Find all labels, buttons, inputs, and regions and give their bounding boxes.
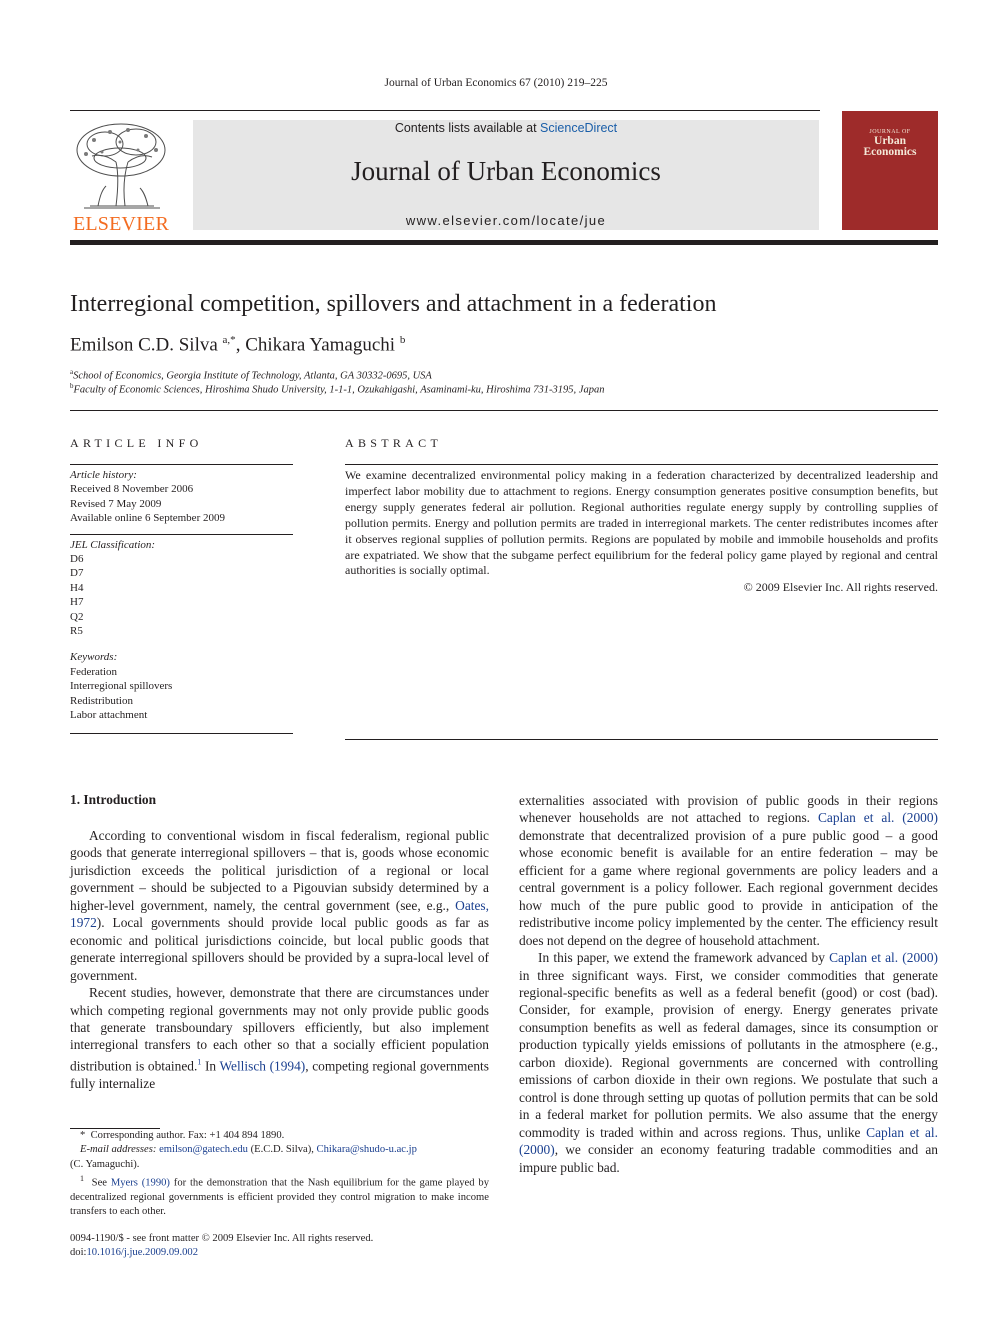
email-link[interactable]: emilson@gatech.edu (159, 1144, 248, 1156)
body-column-right (519, 792, 938, 1176)
jel-code: H4 (70, 581, 84, 594)
author-separator: , (235, 334, 246, 356)
doi-label: doi: (70, 1247, 87, 1259)
citation-link[interactable]: Caplan et al. (2000) (829, 950, 938, 966)
history-online: Available online 6 September 2009 (70, 512, 225, 525)
abstract-text: We examine decentralized environmental policy making in a federation characterized by decentralized leadership and imperfect labor mobility due to attachment to regions. Energy consumption generates positive consumption benefits, but energy supply generates federal air pollution. Regional authorities regulate energy supply by controlling supplies of pollution permits. Energy and pollution permits are traded in interregional markets. The center redistributes incomes after it observes regional supplies of pollution permits. Regions are populated by mobile and immobile households and profits are expatriated. We show that the subgame perfect equilibrium for the federal policy game played by regional and central authorities is socially optimal. (345, 468, 938, 578)
citation-link[interactable]: Caplan et al. (2000) (817, 810, 938, 826)
author-2[interactable]: Chikara Yamaguchi (245, 334, 396, 356)
abstract-bottom-rule (345, 739, 938, 740)
history-revised: Revised 7 May 2009 (70, 497, 162, 510)
abstract-copyright: © 2009 Elsevier Inc. All rights reserved. (743, 580, 938, 595)
keyword: Federation (70, 665, 118, 678)
email-label: E-mail addresses: (80, 1144, 157, 1156)
contents-prefix: Contents lists available at (394, 121, 541, 135)
abstract-heading: ABSTRACT (345, 436, 443, 450)
citation-link[interactable]: Myers (1990) (110, 1177, 170, 1189)
running-head: Journal of Urban Economics 67 (2010) 219–225 (384, 77, 608, 89)
article-info-column (70, 464, 293, 734)
journal-name: Journal of Urban Economics (351, 156, 661, 186)
footnote-mark: 1 (80, 1173, 84, 1183)
jel-code: D6 (70, 553, 84, 566)
journal-url[interactable]: www.elsevier.com/locate/jue (405, 213, 607, 228)
email-note (70, 1143, 489, 1172)
footnote-mark: * (80, 1130, 86, 1141)
email-owner: (E.C.D. Silva), (247, 1144, 317, 1156)
paragraph-text: externalities associated with provision of public goods in their regions whenever households are not attached to regions. (519, 793, 938, 826)
jel-code: H7 (70, 596, 84, 609)
article-history (70, 464, 293, 526)
paragraph (519, 949, 938, 1176)
elsevier-wordmark: ELSEVIER (72, 213, 170, 235)
footnote-1 (70, 1172, 489, 1219)
footnote-mark[interactable]: 1 (197, 1057, 202, 1067)
author-1[interactable]: Emilson C.D. Silva (70, 334, 218, 356)
jel-code: D7 (70, 567, 84, 580)
corresponding-author-note (70, 1129, 489, 1143)
keywords (70, 644, 293, 733)
author-2-affiliation-mark[interactable]: b (399, 334, 406, 346)
sciencedirect-link[interactable]: ScienceDirect (540, 121, 618, 135)
article-info-heading: ARTICLE INFO (70, 436, 203, 450)
masthead-thick-rule (70, 240, 938, 245)
article-history-label: Article history: (70, 469, 137, 481)
section-heading-introduction: 1. Introduction (70, 792, 157, 807)
front-matter-info (70, 1232, 373, 1261)
paragraph-text: , competing regional governments fully internalize (70, 1058, 489, 1091)
history-received: Received 8 November 2006 (70, 483, 194, 496)
keyword: Interregional spillovers (70, 680, 173, 693)
title-block-rule (70, 410, 938, 411)
paragraph-text: In (201, 1058, 220, 1074)
paragraph (70, 984, 489, 1092)
abstract-top-rule (345, 464, 938, 465)
doi-line (70, 1246, 373, 1260)
author-list (70, 334, 405, 356)
keywords-label: Keywords: (70, 651, 118, 664)
elsevier-tree-icon (70, 120, 172, 212)
email-link[interactable]: Chikara@shudo-u.ac.jp (316, 1144, 417, 1156)
journal-cover-thumbnail[interactable] (842, 111, 938, 230)
affiliation-b (70, 382, 604, 396)
elsevier-logo[interactable] (70, 120, 172, 235)
cover-small-text: JOURNAL OF (869, 129, 911, 135)
cover-title-line1: Urban (874, 135, 906, 147)
citation-link[interactable]: Oates, 1972 (70, 897, 489, 931)
jel-code: R5 (70, 625, 83, 638)
jel-classification (70, 534, 293, 639)
footnotes (70, 1129, 489, 1219)
paragraph-text: in three significant ways. First, we consider commodities that generate regional-specific benefits as well as a federal benefit (good) or cost (bad). Consider, for example, provision of energy. Energy generates private consumption benefits as well as federal damages, since its consumption or production typically yields emissions of pollutants in the atmosphere (e.g., carbon dioxide). Regional governments are concerned with controlling emissions of carbon dioxide in their own regions. We postulate that such a control is done through setting up quotas of pollution permits that can be sold in a federal market for pollution permits. We also assume that the energy commodity is traded within and across regions. Thus, unlike (519, 967, 938, 1140)
jel-code: Q2 (70, 610, 84, 623)
paragraph-text: ). Local governments should provide local public goods as far as economic and political jurisdictions coincide, but local public goods that generate interregional spillovers should be provided by a supra-local level of government. (70, 915, 489, 983)
affiliation-a-text: School of Economics, Georgia Institute of Technology, Atlanta, GA 30332-0695, USA (73, 370, 432, 382)
cover-title-line2: Economics (863, 146, 917, 158)
footnote-text: See (91, 1177, 111, 1189)
abstract-column (345, 464, 938, 595)
keyword: Redistribution (70, 694, 133, 707)
email-owner: (C. Yamaguchi). (70, 1158, 140, 1170)
header-rule (70, 110, 820, 111)
paragraph-text: , we consider an economy featuring tradable commodities and an impure public bad. (519, 1142, 938, 1175)
citation-link[interactable]: Caplan et al. (2000) (519, 1124, 938, 1158)
paragraph (70, 827, 489, 984)
affiliation-a-mark: a (70, 368, 74, 376)
doi-link[interactable]: 10.1016/j.jue.2009.09.002 (86, 1247, 199, 1259)
cover-title (842, 136, 938, 158)
article-title: Interregional competition, spillovers and attachment in a federation (70, 291, 717, 317)
paragraph-text: According to conventional wisdom in fiscal federalism, regional public goods that generate interregional spillovers – that is, goods whose economic jurisdiction exceeds the political jurisdiction of a regional or local government – should be subjected to a Pigouvian subsidy determined by a higher-level government, namely, the central government (see, e.g., (70, 828, 489, 913)
keyword: Labor attachment (70, 709, 148, 722)
affiliation-b-text: Faculty of Economic Sciences, Hiroshima Shudo University, 1-1-1, Ozukahigashi, Asaminami-ku, Hiroshima 731-3195, Japan (73, 384, 605, 396)
jel-label: JEL Classification: (70, 538, 156, 551)
paragraph (519, 792, 938, 949)
citation-link[interactable]: Wellisch (1994) (219, 1058, 306, 1074)
affiliation-a (70, 368, 432, 382)
paragraph-text: In this paper, we extend the framework advanced by (538, 950, 830, 966)
footnote-text: for the demonstration that the Nash equilibrium for the game played by decentralized regional governments is efficient provided they control migration to make income transfers to each other. (70, 1177, 489, 1218)
paragraph-text: Recent studies, however, demonstrate that there are circumstances under which competing regional governments may not only provide public goods that generate transboundary spillovers efficiently, but also implement interregional transfers to each other so that a socially efficient population distribution is obtained. (70, 985, 489, 1074)
contents-line (193, 121, 819, 135)
footnote-text: Corresponding author. Fax: +1 404 894 1890. (90, 1130, 285, 1141)
body-column-left (70, 827, 489, 1092)
issn-line: 0094-1190/$ - see front matter © 2009 Elsevier Inc. All rights reserved. (70, 1233, 374, 1244)
author-1-affiliation-mark[interactable]: a,* (222, 334, 236, 346)
affiliation-b-mark: b (70, 382, 74, 390)
paragraph-text: demonstrate that decentralized provision of a pure public good – a good whose economic benefit is available for an entire federation – may be efficient for a game where regional governments are policy leaders and a central government is a policy follower. Each regional government decides how much of the pure public good to provide in anticipation of the redistributive income policy implemented by the center. The efficiency result does not depend on the degree of household attachment. (519, 827, 938, 948)
